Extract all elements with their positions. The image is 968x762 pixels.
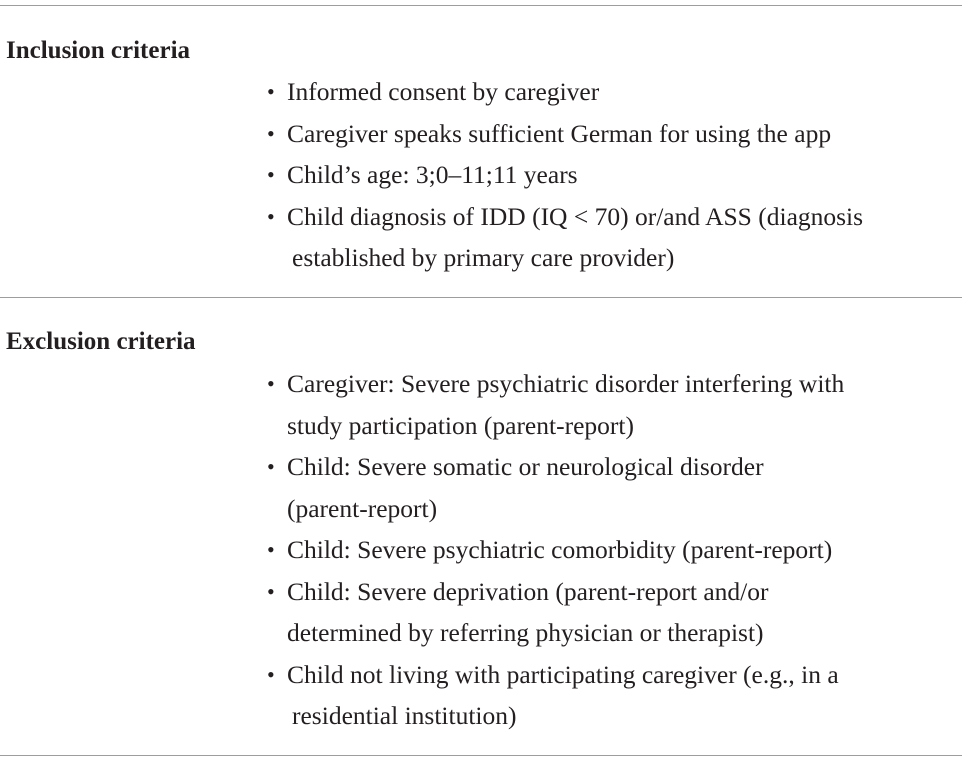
- inclusion-criteria-list: [265, 71, 955, 279]
- bullet-icon: •: [267, 120, 275, 146]
- bullet-icon: •: [267, 79, 275, 104]
- list-item: • Child not living with participating caregiver (e.g., in a residential institution): [265, 654, 955, 737]
- bullet-icon: •: [267, 578, 275, 604]
- bullet-icon: •: [267, 537, 275, 562]
- list-item: • Caregiver speaks sufficient German for using the app: [265, 113, 955, 155]
- bottom-rule: [0, 755, 962, 756]
- list-item: • Child: Severe psychiatric comorbidity (parent-report): [265, 529, 955, 571]
- exclusion-criteria-heading: Exclusion criteria: [6, 328, 196, 355]
- exclusion-criteria-list: [265, 363, 955, 737]
- list-item: • Informed consent by caregiver: [265, 71, 955, 113]
- bullet-icon: •: [267, 661, 275, 687]
- bullet-icon: •: [267, 371, 275, 396]
- list-item: • Child: Severe somatic or neurological disorder (parent-report): [265, 446, 955, 529]
- list-item: • Child: Severe deprivation (parent-report and/or determined by referring physician or therapist): [265, 571, 955, 654]
- section-divider: [0, 297, 962, 298]
- bullet-icon: •: [267, 162, 275, 187]
- list-item: • Caregiver: Severe psychiatric disorder interfering with study participation (parent-report): [265, 363, 955, 446]
- top-rule: [0, 5, 962, 6]
- bullet-icon: •: [267, 203, 275, 229]
- inclusion-criteria-heading: Inclusion criteria: [6, 37, 191, 64]
- list-item: • Child diagnosis of IDD (IQ < 70) or/and ASS (diagnosis established by primary care provider): [265, 196, 955, 279]
- list-item: • Child’s age: 3;0–11;11 years: [265, 154, 955, 196]
- bullet-icon: •: [267, 454, 275, 479]
